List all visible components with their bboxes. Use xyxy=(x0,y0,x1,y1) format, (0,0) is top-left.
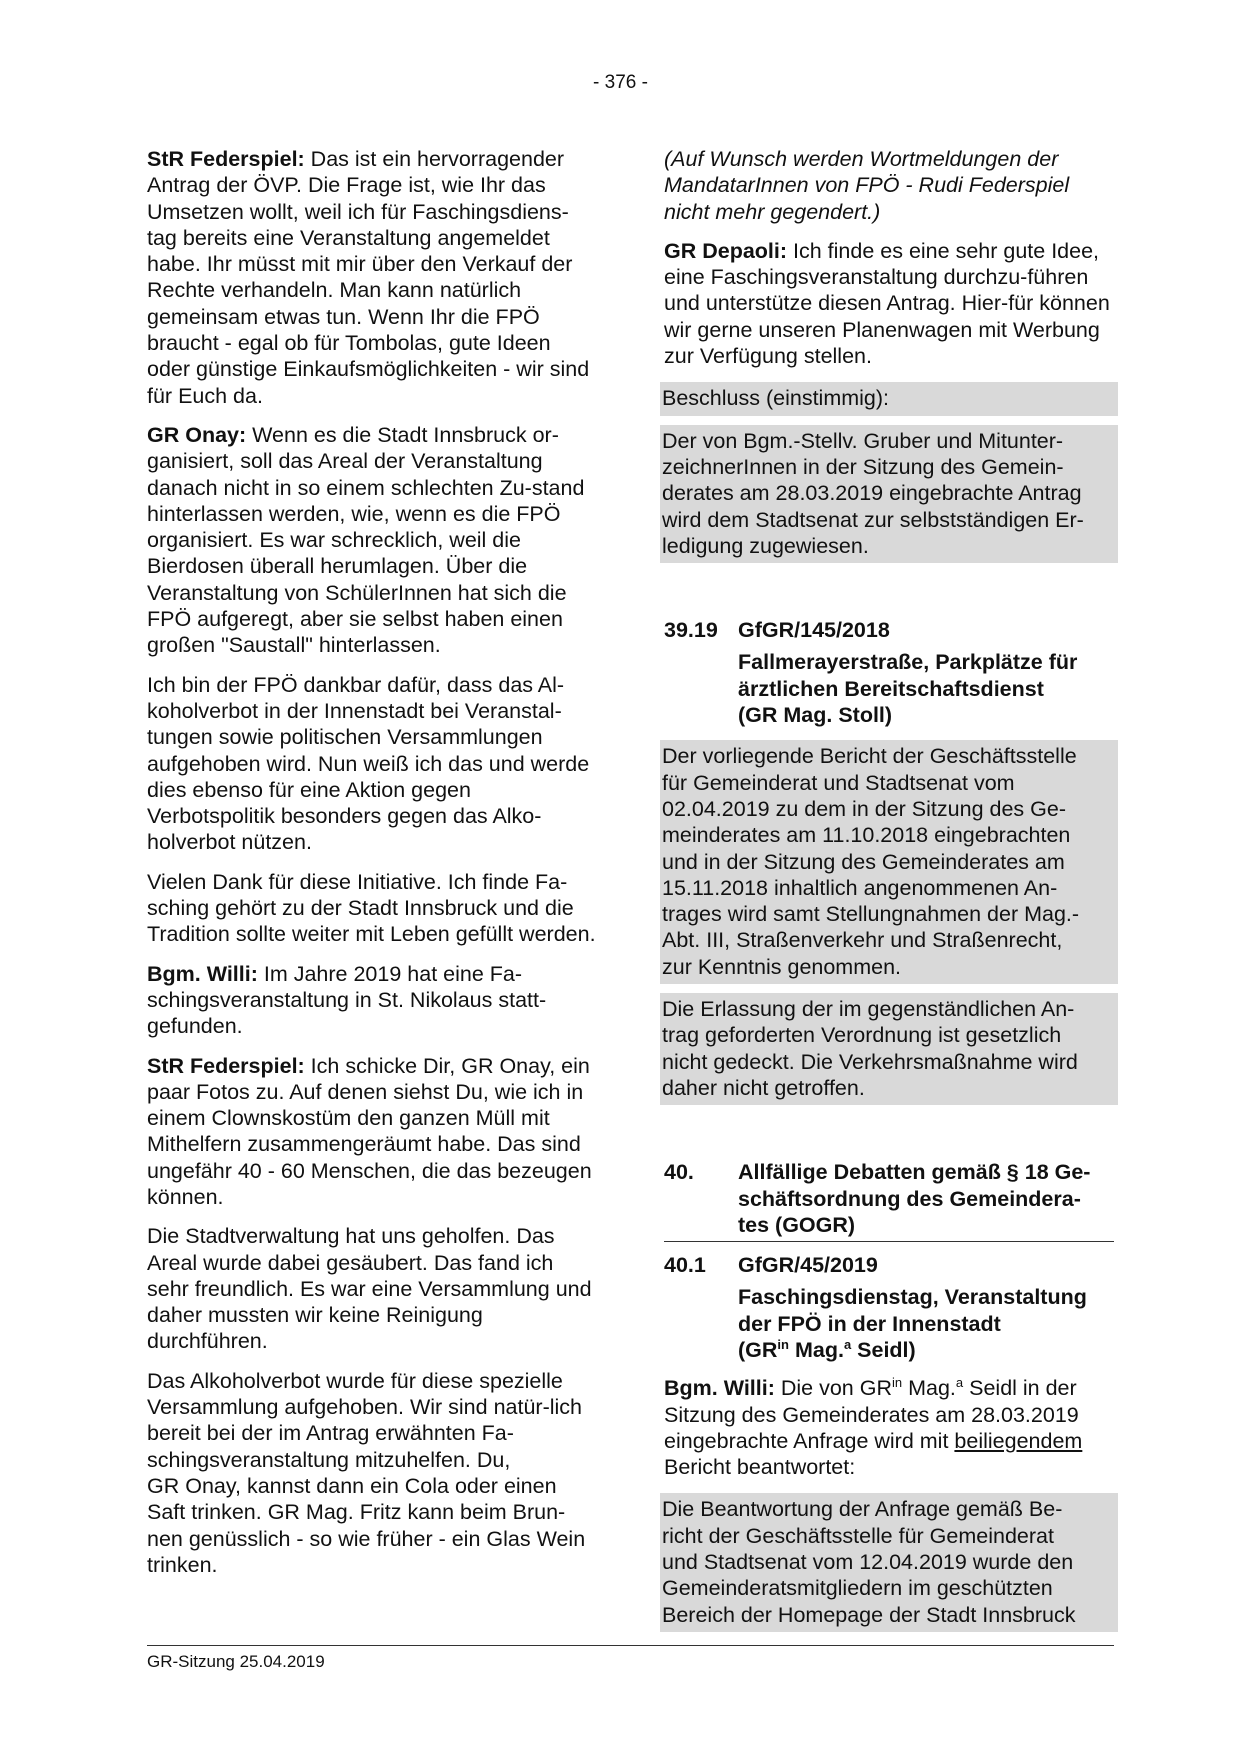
paragraph-text: Bericht beantwortet: xyxy=(664,1455,856,1480)
shade-gap xyxy=(664,984,1114,993)
paragraph-text: Im Jahre 2019 hat eine Fa-schingsveranstaltung in St. Nikolaus statt-gefunden. xyxy=(147,961,547,1039)
speaker-label: GR Onay: xyxy=(147,422,247,447)
item-39-19-heading xyxy=(664,617,1114,643)
title-line: Faschingsdienstag, Veranstaltung xyxy=(738,1285,1087,1310)
item-number: 40. xyxy=(664,1160,694,1185)
superscript: a xyxy=(955,1375,964,1391)
paragraph-willi xyxy=(147,961,597,1040)
page-number: - 376 - xyxy=(593,72,648,93)
paragraph-depaoli xyxy=(664,238,1114,369)
item-number: 40.1 xyxy=(664,1253,706,1278)
section-spacer xyxy=(664,1105,1114,1159)
shade-gap xyxy=(664,416,1114,425)
paragraph-text: Seidl in der Sitzung des Gemeinderates am 28.03.2019 eingebrachte Anfrage wird mit xyxy=(664,1376,1079,1453)
item-39-19-title: Fallmerayerstraße, Parkplätze für ärztlichen Bereitschaftsdienst (GR Mag. Stoll) xyxy=(738,650,1078,728)
paragraph-text: Ich schicke Dir, GR Onay, ein paar Fotos zu. Auf denen siehst Du, wie ich in einem Clownskostüm den ganzen Müll mit Mithelfern zusammengeräumt habe. Das sind ungefähr 40 - 60 Menschen, die das bezeugen können. xyxy=(147,1053,592,1209)
speaker-label: StR Federspiel: xyxy=(147,147,305,171)
paragraph-text: Ich finde es eine sehr gute Idee, eine Faschingsveranstaltung durchzu-führen und unterstütze diesen Antrag. Hier-für können wir gerne unseren Planenwagen mit Werbung zur Verfügung stellen. xyxy=(664,238,1110,369)
item-number: 39.19 xyxy=(664,618,718,643)
paragraph-text: Das ist ein hervorragender Antrag der ÖVP. Die Frage ist, wie Ihr das Umsetzen wollt, weil ich für Faschingsdiens-tag bereits eine Veranstaltung angemeldet habe. Ihr müsst mit mir über den Verkauf der Rechte verhandeln. Man kann natürlich gemeinsam etwas tun. Wenn Ihr die FPÖ braucht - egal ob für Tombolas, gute Ideen oder günstige Einkaufsmöglichkeiten - wir sind für Euch da. xyxy=(147,147,590,408)
speaker-label: Bgm. Willi: xyxy=(147,961,258,986)
right-column xyxy=(664,146,1114,1632)
paragraph-onay-2 xyxy=(147,672,597,856)
resolution-label: Beschluss (einstimmig): xyxy=(660,382,1118,415)
paragraph-federspiel-2 xyxy=(147,1053,597,1211)
speaker-label: Bgm. Willi: xyxy=(664,1376,775,1401)
item-40-1-title xyxy=(738,1284,1114,1363)
item-40-heading xyxy=(664,1159,1114,1238)
item-code: GfGR/45/2019 xyxy=(738,1253,878,1278)
left-column xyxy=(147,146,597,1591)
section-divider xyxy=(664,1241,1114,1242)
paragraph-onay xyxy=(147,422,597,659)
paragraph-text: Die Stadtverwaltung hat uns geholfen. Das Areal wurde dabei gesäubert. Das fand ich sehr freundlich. Es war eine Versammlung und daher mussten wir keine Reinigung durchführen. xyxy=(147,1224,592,1354)
resolution-text: Der von Bgm.-Stellv. Gruber und Mitunter- zeichnerInnen in der Sitzung des Gemein- derates am 28.03.2019 eingebrachte Antrag wird dem Stadtsenat zur selbstständigen Er- ledigung zugewiesen. xyxy=(660,425,1118,563)
paragraph-onay-3 xyxy=(147,869,597,948)
paragraph-text: Das Alkoholverbot wurde für diese spezielle Versammlung aufgehoben. Wir sind natür-lich bereit bei der im Antrag erwähnten Fa-schingsveranstaltung mitzuhelfen. Du, GR Onay, kannst dann ein Cola oder einen Saft trinken. GR Mag. Fritz kann beim Brun-nen genüsslich - so wie früher - ein Glas Wein trinken. xyxy=(147,1368,586,1577)
paragraph-text: Ich bin der FPÖ dankbar dafür, dass das Al-koholverbot in der Innenstadt bei Veranstal-tungen sowie politischen Versammlungen aufgehoben wird. Nun weiß ich das und werde dies ebenso für eine Aktion gegen Verbotspolitik besonders gegen das Alko-holverbot nützen. xyxy=(147,672,590,855)
answer-text: Die Beantwortung der Anfrage gemäß Be- richt der Geschäftsstelle für Gemeinderat und Stadtsenat vom 12.04.2019 wurde den Gemeinderatsmitgliedern im geschützten Bereich der Homepage der Stadt Innsbruck xyxy=(660,1493,1118,1631)
paragraph-federspiel-4 xyxy=(147,1368,597,1578)
speaker-label: GR Depaoli: xyxy=(664,238,788,263)
underlined-word: beiliegendem xyxy=(954,1428,1083,1453)
title-part: Seidl) xyxy=(851,1337,916,1362)
title-part: Mag. xyxy=(788,1337,844,1362)
title-part: (GR xyxy=(738,1337,778,1362)
paragraph-text: Wenn es die Stadt Innsbruck or-ganisiert, soll das Areal der Veranstaltung danach nicht in so einem schlechten Zu-stand hinterlassen werden, wie, wenn es die FPÖ organisiert. Es war schrecklich, weil die Bierdosen überall herumlagen. Über die Veranstaltung von SchülerInnen hat sich die FPÖ aufgeregt, aber sie selbst haben einen großen "Saustall" hinterlassen. xyxy=(147,422,585,658)
item-40-1-heading xyxy=(664,1252,1114,1278)
footer-session: GR-Sitzung 25.04.2019 xyxy=(147,1652,325,1671)
superscript: a xyxy=(843,1336,852,1352)
title-line: der FPÖ in der Innenstadt xyxy=(738,1311,1001,1336)
paragraph-federspiel-3 xyxy=(147,1223,597,1354)
superscript: in xyxy=(777,1336,789,1352)
speaker-label: StR Federspiel: xyxy=(147,1053,305,1078)
title-line xyxy=(738,1337,1114,1363)
report-text: Der vorliegende Bericht der Geschäftsstelle für Gemeinderat und Stadtsenat vom 02.04.2019 zu dem in der Sitzung des Ge- meinderates am 11.10.2018 eingebrachten und in der Sitzung des Gemeinderates am 15.11.2018 inhaltlich angenommenen An- trages wird samt Stellungnahmen der Mag.- Abt. III, Straßenverkehr und Straßenrecht, zur Kenntnis genommen. xyxy=(660,740,1118,984)
section-spacer xyxy=(664,563,1114,617)
paragraph-text: Vielen Dank für diese Initiative. Ich finde Fa-sching gehört zu der Stadt Innsbruck und die Tradition sollte weiter mit Leben gefüllt werden. xyxy=(147,869,596,947)
paragraph-text: Die von GR xyxy=(774,1376,892,1401)
paragraph-text: Mag. xyxy=(902,1376,956,1401)
regulation-text: Die Erlassung der im gegenständlichen An- trag geforderten Verordnung ist gesetzlich nicht gedeckt. Die Verkehrsmaßnahme wird daher nicht getroffen. xyxy=(660,993,1118,1105)
item-code: GfGR/145/2018 xyxy=(738,618,890,643)
item-title: Allfällige Debatten gemäß § 18 Ge- schäftsordnung des Gemeindera- tes (GOGR) xyxy=(738,1160,1091,1237)
paragraph-willi-answer xyxy=(664,1375,1114,1480)
gendering-note: (Auf Wunsch werden Wortmeldungen der MandatarInnen von FPÖ - Rudi Federspiel nicht mehr gegendert.) xyxy=(664,147,1070,224)
footer-divider xyxy=(147,1645,1114,1646)
paragraph-federspiel-1 xyxy=(147,146,597,409)
superscript: in xyxy=(892,1375,903,1391)
